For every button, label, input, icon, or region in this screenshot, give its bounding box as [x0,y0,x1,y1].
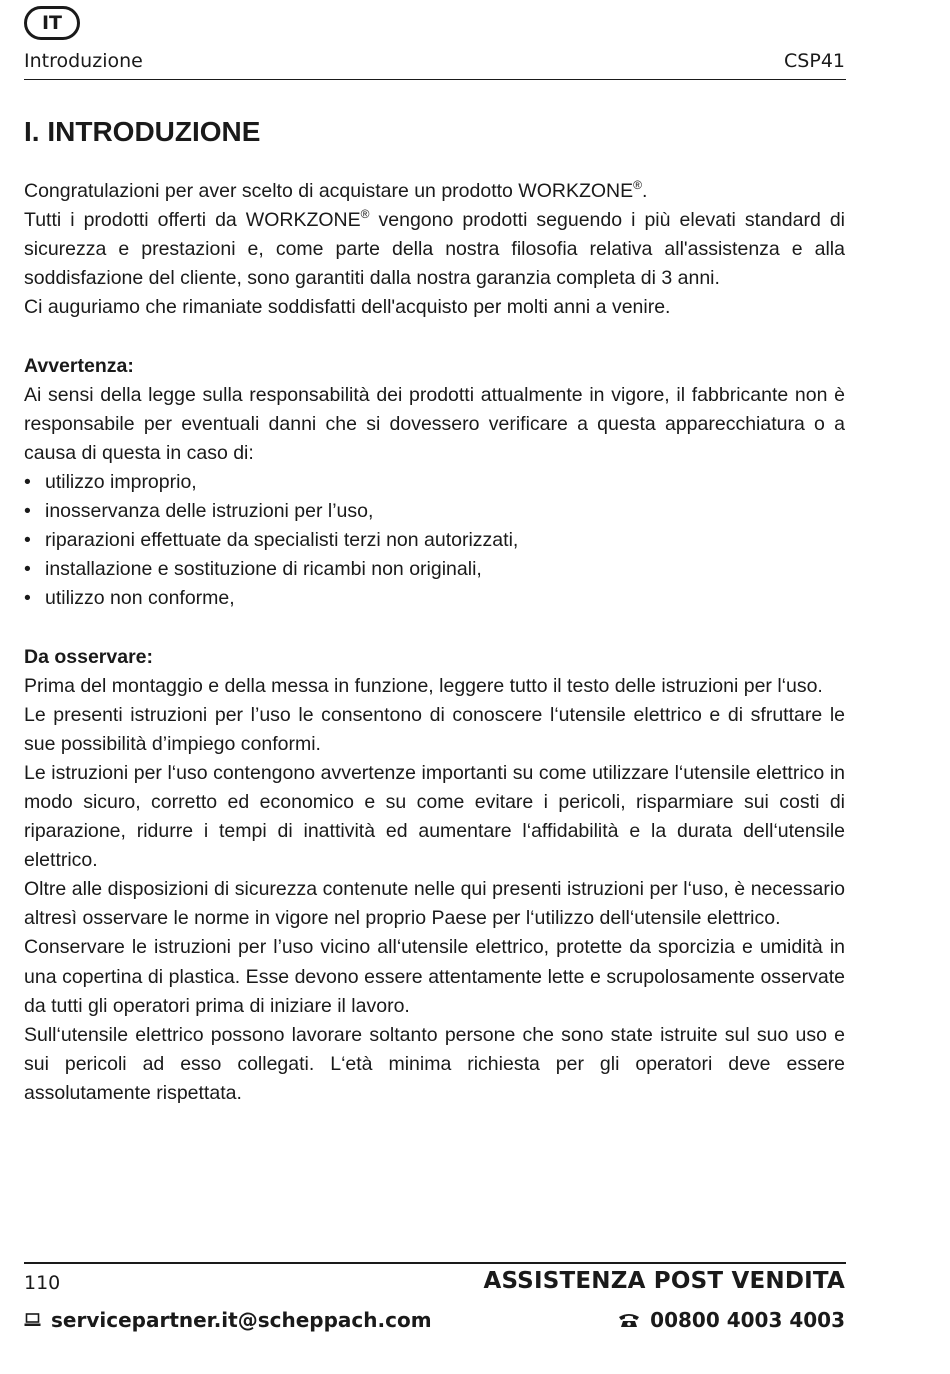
language-code: IT [41,12,63,34]
telephone-icon [618,1312,640,1328]
laptop-icon [24,1313,41,1327]
bullet-icon: • [24,470,31,493]
page-title: I. INTRODUZIONE [24,116,261,147]
service-phone[interactable] [618,1308,845,1332]
notes-paragraph: Le istruzioni per l‘uso contengono avvertenze importanti su come utilizzare l‘utensile elettrico in modo sicuro, corretto ed economico e su come evitare i pericoli, risparmiare sui costi di riparazione, ridurre i tempi di inattività ed aumentare l‘affidabilità e la durata dell‘utensile elettrico. [24,761,845,872]
list-item [24,497,845,526]
email-address[interactable]: servicepartner.it@scheppach.com [51,1308,432,1332]
notes-paragraph: Sull‘utensile elettrico possono lavorare soltanto persone che sono state istruite sul suo uso e sui pericoli ad esso collegati. L‘età minima richiesta per gli operatori deve essere assolutamente rispettata. [24,1023,845,1104]
language-badge [24,6,80,40]
notes-heading: Da osservare: [24,645,153,668]
service-title: ASSISTENZA POST VENDITA [483,1268,845,1294]
list-item-text: installazione e sostituzione di ricambi non originali, [45,558,482,581]
notes-paragraph: Conservare le istruzioni per l’uso vicino all‘utensile elettrico, protette da sporcizia e umidità in una copertina di plastica. Esse devono essere attentamente lette e scrupolosamente osservate da tutti gli operatori prima di iniziare il lavoro. [24,936,845,1017]
warning-heading: Avvertenza: [24,354,134,377]
list-item-text: inosservanza delle istruzioni per l’uso, [45,500,374,523]
service-email[interactable] [24,1308,432,1332]
intro-text-2b: vengono prodotti seguendo i più elevati standard di sicurezza e prestazioni e, come parte della nostra filosofia relativa all'assistenza e alla soddisfazione del cliente, sono garantiti dalla nostra garanzia completa di 3 anni. [24,209,845,290]
notes-paragraph: Oltre alle disposizioni di sicurezza contenute nelle qui presenti istruzioni per l‘uso, è necessario altresì osservare le norme in vigore nel proprio Paese per l‘utilizzo dell‘utensile elettrico. [24,878,845,930]
intro-end-1: . [641,180,648,202]
notes-paragraph: Le presenti istruzioni per l’uso le consentono di conoscere l‘utensile elettrico e di sfruttare le sue possibilità d’impiego conformi. [24,703,845,755]
intro-text-2a: Tutti i prodotti offerti da WORKZONE [24,209,361,232]
footer-divider [24,1262,846,1264]
list-item-text: utilizzo non conforme, [45,587,235,610]
registered-mark: ® [633,178,642,192]
header-divider [24,79,846,80]
list-item [24,584,845,613]
intro-paragraph-3: Ci auguriamo che rimaniate soddisfatti dell'acquisto per molti anni a venire. [24,296,671,319]
spacer [24,613,845,642]
bullet-icon: • [24,529,31,552]
intro-paragraph-1 [24,177,845,206]
model-name: CSP41 [784,50,845,72]
warning-text: Ai sensi della legge sulla responsabilità dei prodotti attualmente in vigore, il fabbricante non è responsabile per eventuali danni che si dovessero verificare a questa apparecchiatura o a causa di questa in caso di: [24,383,845,464]
intro-text-1: Congratulazioni per aver scelto di acquistare un prodotto WORKZONE [24,180,634,202]
spacer [24,322,845,351]
bullet-icon: • [24,587,31,610]
list-item [24,555,845,584]
bullet-icon: • [24,558,31,581]
list-item-text: utilizzo improprio, [45,470,197,493]
document-body [24,177,845,1108]
list-item-text: riparazioni effettuate da specialisti terzi non autorizzati, [45,529,519,552]
warning-list [24,468,845,613]
list-item [24,526,845,555]
notes-paragraph: Prima del montaggio e della messa in funzione, leggere tutto il testo delle istruzioni per l‘uso. [24,674,823,697]
section-name: Introduzione [24,50,143,72]
intro-paragraph-2 [24,206,845,293]
list-item [24,468,845,497]
bullet-icon: • [24,500,31,523]
phone-number[interactable]: 00800 4003 4003 [650,1308,845,1332]
registered-mark: ® [360,207,370,222]
page-number: 110 [24,1272,61,1294]
